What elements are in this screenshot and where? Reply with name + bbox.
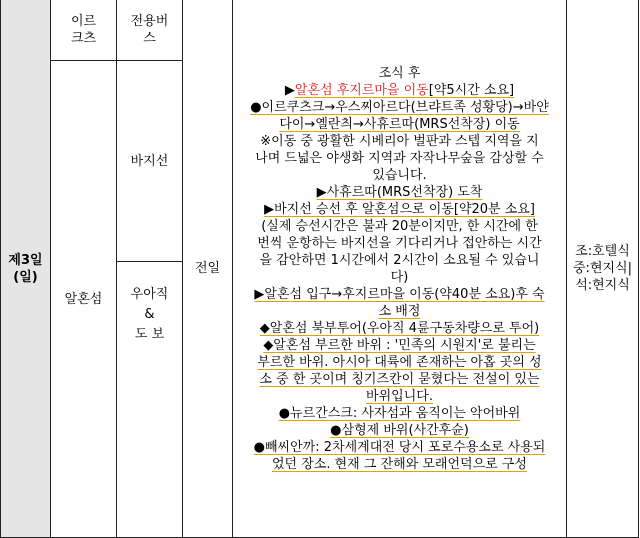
desc-line: 바위입니다.	[366, 388, 433, 404]
desc-line: 다이→옐란츼→사휴르따(MRS선착장) 이동	[279, 116, 520, 132]
desc-line: 조식 후	[378, 65, 421, 81]
desc-line: 있습니다.	[372, 167, 427, 183]
desc-line: ▶사휴르따(MRS선착장) 도착	[316, 184, 483, 200]
place-olkhon: 알혼섬	[51, 61, 117, 538]
desc-line: (실제 승선시간은 불과 20분이지만, 한 시간에 한	[261, 218, 538, 234]
meals-cell	[567, 0, 639, 538]
transport-bus-line2: 스	[143, 31, 156, 46]
meal-dinner: 석:현지식	[575, 278, 630, 293]
place-cell-1	[51, 0, 117, 61]
desc-line: ●이르쿠츠크→우스찌아르다(브랴트족 성황당)→바얀	[250, 99, 549, 115]
transport-bus-line1: 전용버	[130, 14, 169, 29]
place-irkutsk-line1: 이르	[70, 14, 97, 29]
desc-line	[233, 82, 566, 99]
desc-line: 소 배정	[378, 303, 421, 319]
desc-line: 나며 드넓은 야생화 지역과 자작나무숲을 감상할 수	[255, 150, 544, 166]
transport-walk: 도 보	[134, 327, 165, 342]
time-cell: 전일	[183, 0, 233, 538]
desc-duration: [약5시간 소요]	[428, 82, 515, 98]
arrow-marker-icon: ▶	[284, 82, 295, 98]
desc-highlight: 알혼섬 후지르마을 이동	[294, 82, 429, 98]
transport-cell-bus	[117, 0, 183, 61]
transport-barge: 바지선	[117, 61, 183, 262]
desc-line: 번씩 운항하는 바지선을 기다리거나 접안하는 시간	[257, 235, 542, 251]
desc-line: 소 중 한 곳이며 칭기즈칸이 묻혔다는 전설이 있는	[259, 371, 540, 387]
desc-line: ※이동 중 광활한 시베리아 벌판과 스텝 지역을 지	[260, 133, 539, 149]
desc-line: ◆알혼섬 북부투어(우아직 4륜구동차량으로 투어)	[259, 320, 540, 336]
place-irkutsk-line2: 크츠	[70, 31, 97, 46]
desc-line: ◆알혼섬 부르한 바위 : '민족의 시원지'로 불리는	[263, 337, 536, 353]
desc-line: ▶바지선 승선 후 알혼섬으로 이동[약20분 소요]	[264, 201, 535, 217]
desc-line: ▶알혼섬 입구→후지르마을 이동(약40분 소요)후 숙	[254, 286, 545, 302]
transport-uaz-walk	[117, 262, 183, 538]
day-weekday: (일)	[13, 269, 38, 285]
transport-uaz: 우아직	[130, 287, 169, 302]
day-label: 제3일	[8, 252, 43, 268]
meal-lunch: 중:현지식|	[573, 261, 632, 276]
meal-breakfast: 조:호텔식	[575, 244, 630, 259]
desc-line: ●삼형제 바위(사간후슌)	[330, 422, 469, 438]
description-cell	[233, 0, 567, 538]
desc-line: ●뉴르간스크: 사자섬과 움직이는 악어바위	[278, 405, 521, 421]
desc-line: 을 감안하면 1시간에서 2시간이 소요될 수 있습니	[259, 252, 540, 268]
desc-line: ●빼씨안까: 2차세계대전 당시 포로수용소로 사용되	[253, 439, 546, 455]
transport-and: &	[144, 307, 155, 322]
desc-line: 었던 장소. 현재 그 잔해와 모래언덕으로 구성	[272, 456, 527, 472]
desc-line: 다)	[390, 269, 409, 285]
desc-line: 부르한 바위. 아시아 대륙에 존재하는 아홉 곳의 성	[257, 354, 542, 370]
day-cell	[1, 0, 51, 538]
